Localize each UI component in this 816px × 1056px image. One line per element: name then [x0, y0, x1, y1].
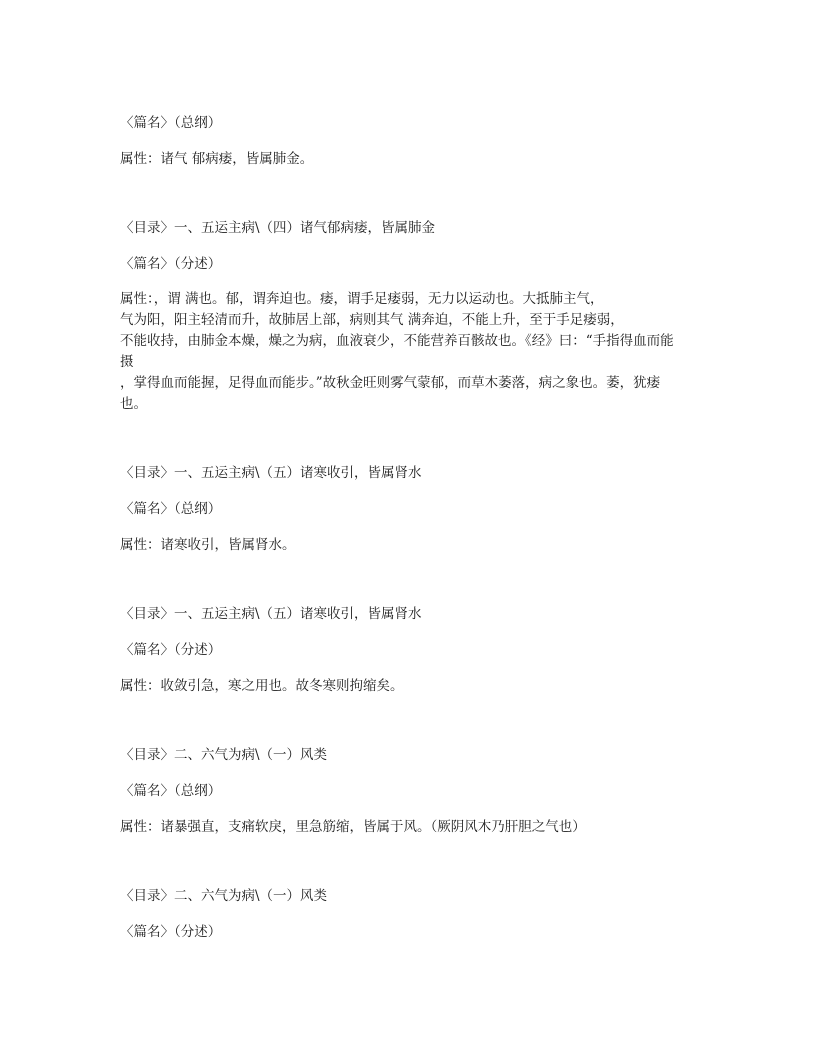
section-heading: 〈篇名〉（分述）	[120, 642, 222, 658]
section-body-line: 不能收持，由肺金本燥，燥之为病，血液衰少，不能营养百骸故也。《经》曰：“手指得血而能	[120, 333, 674, 349]
toc-line: 〈目录〉二、六气为病\（一）风类	[120, 888, 328, 904]
document-page	[120, 112, 710, 943]
section-body-line: 也。	[120, 396, 147, 412]
section-heading: 〈篇名〉（总纲）	[120, 501, 222, 517]
toc-line: 〈目录〉一、五运主病\（五）诸寒收引，皆属肾水	[120, 465, 422, 481]
toc-line: 〈目录〉一、五运主病\（四）诸气郁病痿，皆属肺金	[120, 220, 436, 236]
section-body-line: 气为阳，阳主轻清而升，故肺居上部，病则其气 满奔迫，不能上升，至于手足痿弱，	[120, 312, 624, 328]
section-heading: 〈篇名〉（总纲）	[120, 783, 222, 799]
section-heading: 〈篇名〉（分述）	[120, 924, 222, 940]
section-body-line: ，掌得血而能握，足得血而能步。”故秋金旺则雾气蒙郁，而草木萎落，病之象也。萎，犹痿	[120, 375, 661, 391]
section-body-line: 属性：诸暴强直，支痛软戾，里急筋缩，皆属于风。（厥阴风木乃肝胆之气也）	[120, 819, 586, 835]
section-body-line: 摄	[120, 354, 134, 370]
toc-line: 〈目录〉一、五运主病\（五）诸寒收引，皆属肾水	[120, 606, 422, 622]
section-body-line: 属性：收敛引急，寒之用也。故冬寒则拘缩矣。	[120, 678, 404, 694]
section-body-line: 属性：，谓 满也。郁，谓奔迫也。痿，谓手足痿弱，无力以运动也。大抵肺主气，	[120, 291, 604, 307]
toc-line: 〈目录〉二、六气为病\（一）风类	[120, 747, 328, 763]
section-body-line: 属性：诸寒收引，皆属肾水。	[120, 537, 296, 553]
section-body-line: 属性：诸气 郁病痿，皆属肺金。	[120, 151, 314, 167]
section-heading: 〈篇名〉（分述）	[120, 256, 222, 272]
section-heading: 〈篇名〉（总纲）	[120, 115, 222, 131]
